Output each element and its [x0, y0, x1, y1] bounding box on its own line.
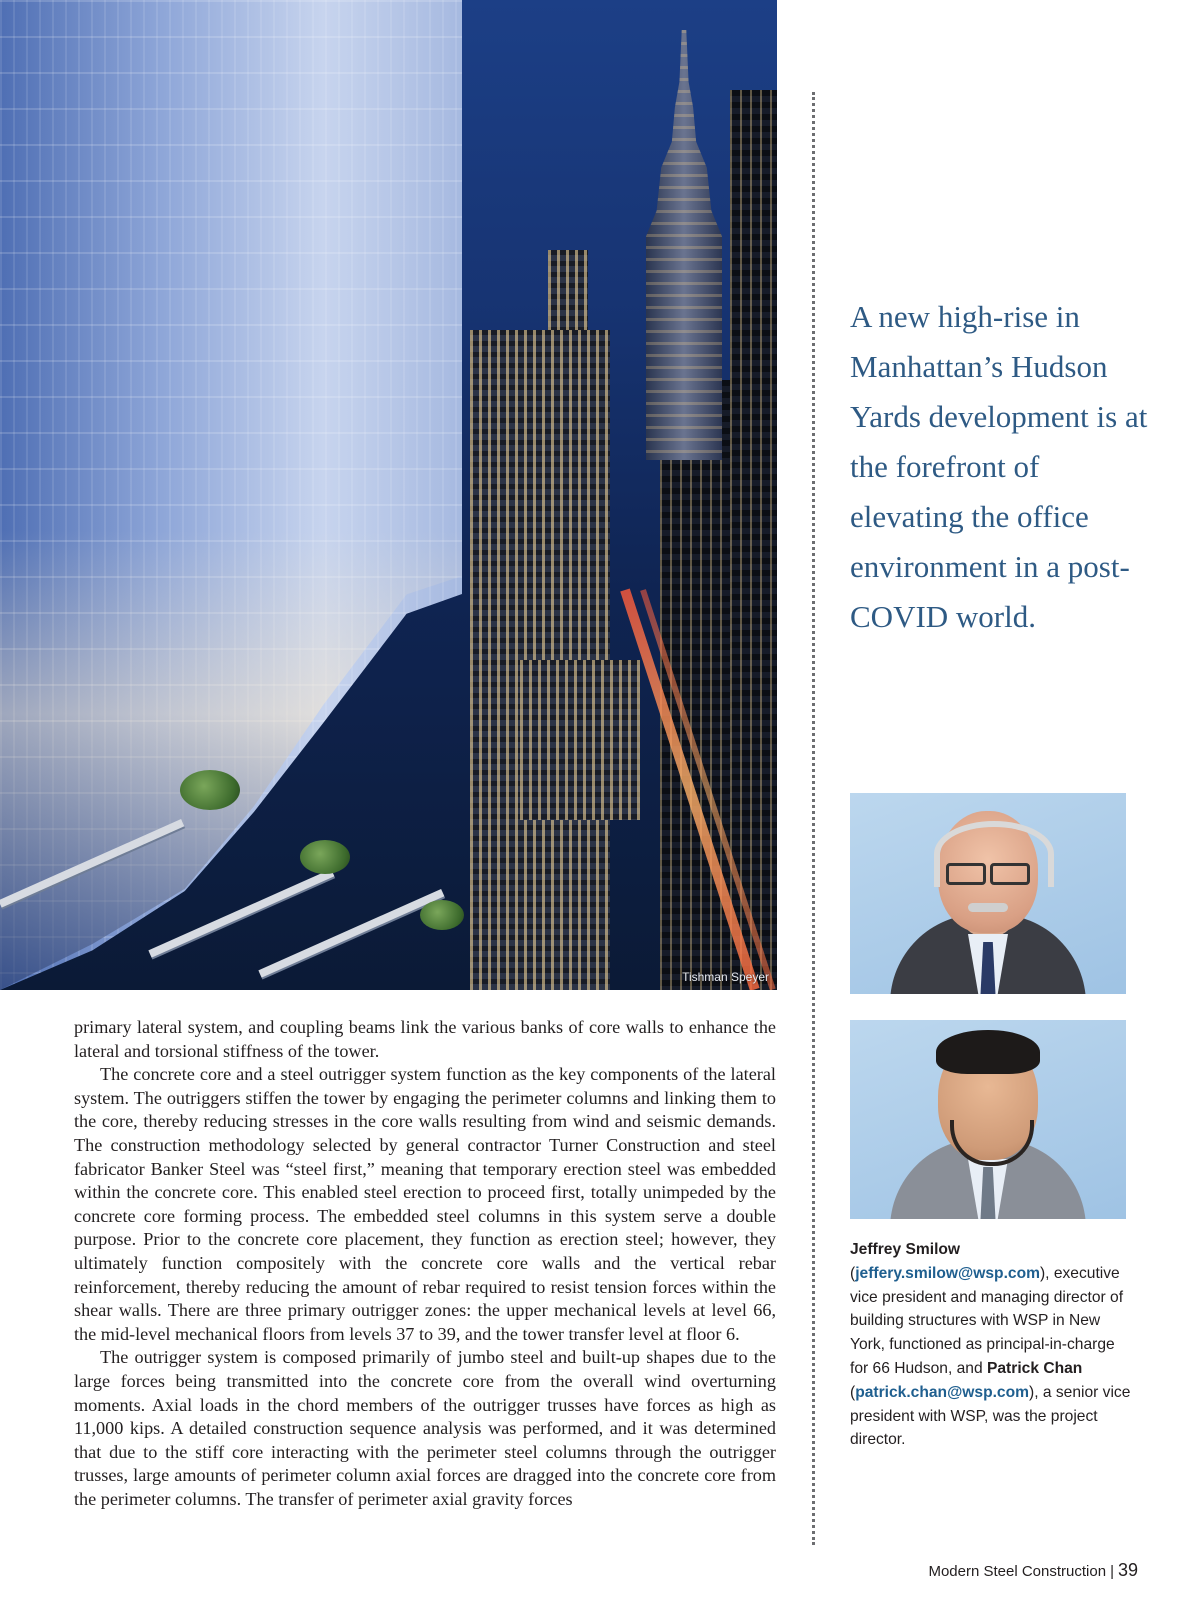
portrait-mustache [968, 903, 1008, 912]
terrace-plants [180, 770, 240, 810]
portrait-glasses [946, 863, 1030, 881]
article-body [74, 1016, 776, 1511]
photo-credit: Tishman Speyer [682, 970, 769, 984]
footer-separator: | [1110, 1563, 1114, 1580]
author-email-link[interactable]: patrick.chan@wsp.com [855, 1383, 1029, 1401]
terrace-plants [420, 900, 464, 930]
terrace-plants [300, 840, 350, 874]
bio-text: ( [850, 1264, 856, 1282]
author-name: Jeffrey Smilow [850, 1241, 961, 1258]
skyscraper-right [730, 90, 777, 990]
bio-text: ( [850, 1383, 856, 1401]
body-paragraph: primary lateral system, and coupling beams link the various banks of core walls to enhance the lateral and torsional stiffness of the tower. [74, 1017, 776, 1061]
bio-text: ), a senior vice president with WSP, was the project director. [850, 1383, 1131, 1449]
author-name: Patrick Chan [986, 1359, 1083, 1377]
terrace-ledge [258, 889, 444, 978]
publication-name: Modern Steel Construction [928, 1563, 1107, 1580]
pull-quote: A new high-rise in Manhattan’s Hudson Yards development is at the forefront of elevating the office environment in a post-COVID world. [850, 299, 1148, 634]
author-portrait-jeffrey-smilow [850, 793, 1126, 994]
body-paragraph: The concrete core and a steel outrigger system function as the key components of the lateral system. The outriggers stiffen the tower by engaging the perimeter columns and linking them to the core, thereby reducing stresses in the core walls resulting from wind and seismic demands. The construction methodology selected by general contractor Turner Construction and steel fabricator Banker Steel was “steel first,” meaning that temporary erection steel was embedded within the concrete core. This enabled steel erection to proceed first, totally unimpeded by the concrete core forming process. The embedded steel columns in this system serve a double purpose. Prior to the concrete core placement, they function as erection steel; however, they ultimately function compositely with the concrete core walls and the vertical rebar reinforcement, thereby reducing the amount of rebar required to resist tension forces within the shear walls. There are three primary outrigger zones: the upper mechanical levels at level 66, the mid-level mechanical floors from levels 37 to 39, and the tower transfer level at floor 6. [74, 1064, 776, 1344]
page-number: 39 [1117, 1560, 1138, 1580]
lit-office-block [520, 660, 640, 820]
portrait-hair [936, 1030, 1040, 1074]
hero-rendering-image [0, 0, 777, 990]
bio-text: ), executive vice president and managing director of building structures with WSP in New York, functioned as principal-in-charge for 66 Hudson, and [850, 1264, 1124, 1377]
author-bio [850, 1238, 1135, 1452]
page-footer [928, 1560, 1138, 1581]
dotted-column-divider [812, 92, 815, 1545]
author-portrait-patrick-chan [850, 1020, 1126, 1219]
body-paragraph: The outrigger system is composed primarily of jumbo steel and built-up shapes due to the large forces being transmitted into the concrete core from the overall wind overturning moments. Axial loads in the chord members of the outrigger trusses have forces as high as 11,000 kips. A detailed construction sequence analysis was performed, and it was determined that due to the stiff core interacting with the perimeter steel columns through the outrigger trusses, large amounts of perimeter column axial forces are dragged into the concrete core from the perimeter columns. The transfer of perimeter axial gravity forces [74, 1347, 776, 1509]
empire-state-building [646, 30, 722, 460]
author-email-link[interactable]: jeffery.smilow@wsp.com [855, 1264, 1040, 1282]
